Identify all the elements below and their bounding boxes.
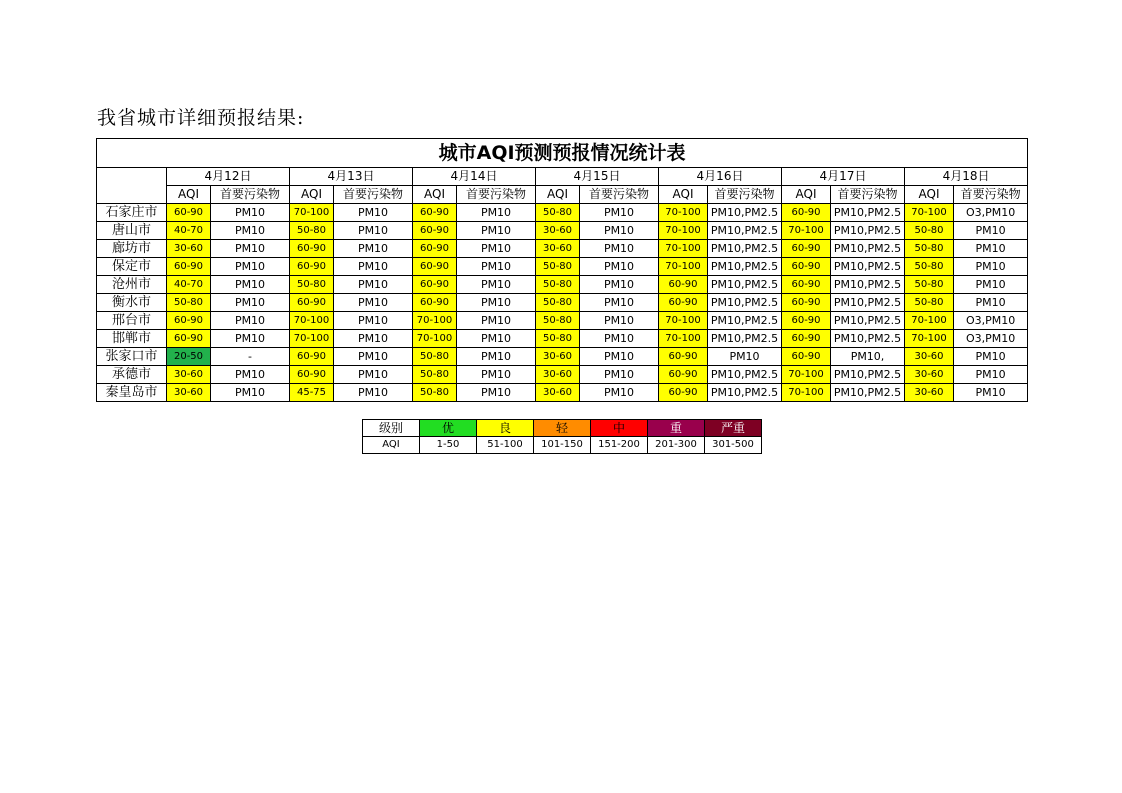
aqi-value: 70-100 <box>659 222 708 240</box>
city-name: 秦皇岛市 <box>97 384 167 402</box>
aqi-value: 50-80 <box>905 240 954 258</box>
primary-pollutant: PM10,PM2.5 <box>831 384 905 402</box>
aqi-value: 60-90 <box>659 348 708 366</box>
aqi-value: 50-80 <box>536 312 580 330</box>
aqi-value: 60-90 <box>290 240 334 258</box>
primary-pollutant: PM10 <box>334 366 413 384</box>
aqi-value: 70-100 <box>659 312 708 330</box>
primary-pollutant: PM10 <box>580 204 659 222</box>
primary-pollutant: PM10 <box>334 276 413 294</box>
primary-pollutant: PM10 <box>457 276 536 294</box>
table-row <box>97 384 1028 402</box>
primary-pollutant: PM10 <box>211 276 290 294</box>
date-header: 4月15日 <box>536 168 659 186</box>
aqi-column-header: AQI <box>413 186 457 204</box>
aqi-value: 50-80 <box>413 366 457 384</box>
primary-pollutant: PM10 <box>954 384 1028 402</box>
pollutant-column-header: 首要污染物 <box>831 186 905 204</box>
table-row <box>97 240 1028 258</box>
aqi-value: 50-80 <box>290 276 334 294</box>
aqi-value: 60-90 <box>290 348 334 366</box>
aqi-value: 70-100 <box>782 222 831 240</box>
primary-pollutant: PM10,PM2.5 <box>708 240 782 258</box>
aqi-value: 60-90 <box>290 294 334 312</box>
page-heading: 我省城市详细预报结果: <box>97 107 305 129</box>
city-name: 唐山市 <box>97 222 167 240</box>
legend-level-swatch: 优 <box>420 420 477 437</box>
aqi-value: 60-90 <box>659 384 708 402</box>
primary-pollutant: PM10 <box>457 348 536 366</box>
primary-pollutant: PM10 <box>580 240 659 258</box>
aqi-value: 70-100 <box>290 312 334 330</box>
aqi-value: 20-50 <box>167 348 211 366</box>
primary-pollutant: PM10 <box>457 294 536 312</box>
primary-pollutant: PM10 <box>457 240 536 258</box>
aqi-value: 60-90 <box>413 276 457 294</box>
aqi-value: 50-80 <box>905 222 954 240</box>
aqi-value: 70-100 <box>905 330 954 348</box>
primary-pollutant: PM10,PM2.5 <box>708 366 782 384</box>
pollutant-column-header: 首要污染物 <box>457 186 536 204</box>
city-name: 石家庄市 <box>97 204 167 222</box>
primary-pollutant: PM10 <box>954 294 1028 312</box>
corner-cell <box>97 168 167 204</box>
primary-pollutant: PM10 <box>211 366 290 384</box>
primary-pollutant: PM10 <box>334 222 413 240</box>
date-header: 4月12日 <box>167 168 290 186</box>
primary-pollutant: PM10 <box>334 204 413 222</box>
date-header: 4月14日 <box>413 168 536 186</box>
table-row <box>97 348 1028 366</box>
aqi-value: 70-100 <box>659 258 708 276</box>
aqi-column-header: AQI <box>536 186 580 204</box>
aqi-column-header: AQI <box>290 186 334 204</box>
primary-pollutant: PM10,PM2.5 <box>708 384 782 402</box>
aqi-value: 70-100 <box>905 312 954 330</box>
primary-pollutant: PM10 <box>211 294 290 312</box>
primary-pollutant: PM10 <box>457 384 536 402</box>
primary-pollutant: PM10,PM2.5 <box>831 258 905 276</box>
primary-pollutant: PM10 <box>457 222 536 240</box>
primary-pollutant: PM10 <box>580 276 659 294</box>
primary-pollutant: PM10 <box>457 366 536 384</box>
aqi-value: 60-90 <box>782 330 831 348</box>
aqi-value: 60-90 <box>659 276 708 294</box>
primary-pollutant: PM10 <box>580 348 659 366</box>
aqi-value: 70-100 <box>413 330 457 348</box>
aqi-value: 60-90 <box>782 240 831 258</box>
aqi-value: 30-60 <box>167 384 211 402</box>
city-name: 邢台市 <box>97 312 167 330</box>
aqi-forecast-table <box>96 138 1028 402</box>
primary-pollutant: PM10 <box>211 240 290 258</box>
aqi-value: 30-60 <box>536 240 580 258</box>
legend-aqi-range: 101-150 <box>534 437 591 454</box>
primary-pollutant: PM10 <box>211 222 290 240</box>
legend-aqi-range: 201-300 <box>648 437 705 454</box>
aqi-value: 60-90 <box>782 258 831 276</box>
primary-pollutant: PM10 <box>954 348 1028 366</box>
aqi-value: 60-90 <box>167 204 211 222</box>
primary-pollutant: PM10 <box>580 330 659 348</box>
primary-pollutant: PM10 <box>457 330 536 348</box>
date-header: 4月17日 <box>782 168 905 186</box>
primary-pollutant: PM10,PM2.5 <box>708 204 782 222</box>
aqi-value: 60-90 <box>413 294 457 312</box>
primary-pollutant: PM10 <box>211 384 290 402</box>
aqi-value: 30-60 <box>536 384 580 402</box>
primary-pollutant: PM10 <box>954 276 1028 294</box>
table-row <box>97 222 1028 240</box>
legend-level-swatch: 中 <box>591 420 648 437</box>
table-title: 城市AQI预测预报情况统计表 <box>97 139 1028 168</box>
primary-pollutant: PM10,PM2.5 <box>831 330 905 348</box>
aqi-value: 70-100 <box>290 330 334 348</box>
primary-pollutant: PM10,PM2.5 <box>831 276 905 294</box>
aqi-value: 30-60 <box>905 348 954 366</box>
aqi-value: 70-100 <box>782 366 831 384</box>
aqi-value: 70-100 <box>659 330 708 348</box>
aqi-column-header: AQI <box>905 186 954 204</box>
aqi-value: 50-80 <box>536 294 580 312</box>
primary-pollutant: PM10,PM2.5 <box>831 312 905 330</box>
primary-pollutant: PM10,PM2.5 <box>831 204 905 222</box>
primary-pollutant: PM10 <box>334 348 413 366</box>
primary-pollutant: PM10 <box>954 258 1028 276</box>
city-name: 廊坊市 <box>97 240 167 258</box>
table-row <box>97 330 1028 348</box>
primary-pollutant: PM10 <box>334 312 413 330</box>
primary-pollutant: PM10 <box>211 330 290 348</box>
primary-pollutant: PM10 <box>580 312 659 330</box>
aqi-value: 60-90 <box>782 204 831 222</box>
aqi-value: 70-100 <box>782 384 831 402</box>
primary-pollutant: O3,PM10 <box>954 330 1028 348</box>
aqi-value: 30-60 <box>905 384 954 402</box>
aqi-value: 60-90 <box>782 294 831 312</box>
aqi-value: 60-90 <box>413 240 457 258</box>
primary-pollutant: O3,PM10 <box>954 312 1028 330</box>
aqi-value: 30-60 <box>536 222 580 240</box>
aqi-value: 30-60 <box>536 366 580 384</box>
aqi-value: 60-90 <box>782 348 831 366</box>
aqi-value: 50-80 <box>536 204 580 222</box>
aqi-value: 40-70 <box>167 222 211 240</box>
date-header: 4月13日 <box>290 168 413 186</box>
city-name: 张家口市 <box>97 348 167 366</box>
primary-pollutant: PM10,PM2.5 <box>831 240 905 258</box>
primary-pollutant: PM10,PM2.5 <box>708 312 782 330</box>
aqi-value: 50-80 <box>290 222 334 240</box>
aqi-value: 50-80 <box>536 258 580 276</box>
legend-aqi-range: 301-500 <box>705 437 762 454</box>
primary-pollutant: PM10 <box>211 258 290 276</box>
aqi-value: 50-80 <box>905 258 954 276</box>
aqi-value: 60-90 <box>413 204 457 222</box>
legend-aqi-label: AQI <box>363 437 420 454</box>
date-header: 4月16日 <box>659 168 782 186</box>
primary-pollutant: PM10,PM2.5 <box>708 258 782 276</box>
aqi-value: 70-100 <box>659 204 708 222</box>
aqi-value: 50-80 <box>413 348 457 366</box>
table-row <box>97 276 1028 294</box>
city-name: 承德市 <box>97 366 167 384</box>
legend-level-swatch: 良 <box>477 420 534 437</box>
primary-pollutant: PM10 <box>334 240 413 258</box>
aqi-value: 30-60 <box>167 240 211 258</box>
legend-aqi-range: 51-100 <box>477 437 534 454</box>
pollutant-column-header: 首要污染物 <box>954 186 1028 204</box>
primary-pollutant: PM10 <box>954 222 1028 240</box>
legend-level-swatch: 轻 <box>534 420 591 437</box>
primary-pollutant: PM10 <box>954 240 1028 258</box>
city-name: 邯郸市 <box>97 330 167 348</box>
aqi-value: 70-100 <box>413 312 457 330</box>
table-row <box>97 258 1028 276</box>
primary-pollutant: PM10,PM2.5 <box>831 294 905 312</box>
primary-pollutant: PM10,PM2.5 <box>831 222 905 240</box>
legend-aqi-range: 1-50 <box>420 437 477 454</box>
date-header: 4月18日 <box>905 168 1028 186</box>
primary-pollutant: PM10 <box>708 348 782 366</box>
aqi-value: 60-90 <box>782 276 831 294</box>
aqi-level-legend <box>362 419 762 454</box>
primary-pollutant: PM10 <box>334 384 413 402</box>
primary-pollutant: PM10 <box>211 312 290 330</box>
legend-level-swatch: 重 <box>648 420 705 437</box>
city-name: 保定市 <box>97 258 167 276</box>
primary-pollutant: PM10 <box>580 366 659 384</box>
aqi-value: 60-90 <box>782 312 831 330</box>
primary-pollutant: PM10,PM2.5 <box>708 294 782 312</box>
primary-pollutant: PM10 <box>334 294 413 312</box>
city-name: 沧州市 <box>97 276 167 294</box>
primary-pollutant: PM10 <box>580 294 659 312</box>
table-row <box>97 294 1028 312</box>
legend-level-swatch: 严重 <box>705 420 762 437</box>
primary-pollutant: - <box>211 348 290 366</box>
aqi-value: 60-90 <box>413 222 457 240</box>
primary-pollutant: PM10 <box>457 312 536 330</box>
aqi-value: 60-90 <box>659 366 708 384</box>
aqi-value: 70-100 <box>659 240 708 258</box>
aqi-value: 60-90 <box>167 330 211 348</box>
aqi-value: 30-60 <box>536 348 580 366</box>
aqi-value: 70-100 <box>290 204 334 222</box>
aqi-value: 30-60 <box>167 366 211 384</box>
legend-aqi-range: 151-200 <box>591 437 648 454</box>
primary-pollutant: PM10,PM2.5 <box>708 276 782 294</box>
pollutant-column-header: 首要污染物 <box>580 186 659 204</box>
pollutant-column-header: 首要污染物 <box>334 186 413 204</box>
aqi-value: 60-90 <box>167 258 211 276</box>
aqi-value: 45-75 <box>290 384 334 402</box>
aqi-value: 30-60 <box>905 366 954 384</box>
primary-pollutant: PM10,PM2.5 <box>708 330 782 348</box>
table-row <box>97 204 1028 222</box>
aqi-value: 60-90 <box>413 258 457 276</box>
aqi-value: 50-80 <box>413 384 457 402</box>
aqi-value: 60-90 <box>290 258 334 276</box>
primary-pollutant: PM10 <box>580 222 659 240</box>
primary-pollutant: PM10 <box>954 366 1028 384</box>
aqi-value: 40-70 <box>167 276 211 294</box>
aqi-value: 70-100 <box>905 204 954 222</box>
primary-pollutant: PM10 <box>580 258 659 276</box>
table-row <box>97 366 1028 384</box>
primary-pollutant: PM10 <box>334 258 413 276</box>
primary-pollutant: PM10 <box>457 204 536 222</box>
aqi-value: 60-90 <box>167 312 211 330</box>
primary-pollutant: PM10 <box>457 258 536 276</box>
aqi-value: 50-80 <box>905 294 954 312</box>
primary-pollutant: PM10 <box>211 204 290 222</box>
aqi-value: 60-90 <box>659 294 708 312</box>
primary-pollutant: PM10 <box>334 330 413 348</box>
table-row <box>97 312 1028 330</box>
pollutant-column-header: 首要污染物 <box>211 186 290 204</box>
pollutant-column-header: 首要污染物 <box>708 186 782 204</box>
primary-pollutant: PM10, <box>831 348 905 366</box>
city-name: 衡水市 <box>97 294 167 312</box>
aqi-value: 60-90 <box>290 366 334 384</box>
primary-pollutant: O3,PM10 <box>954 204 1028 222</box>
primary-pollutant: PM10 <box>580 384 659 402</box>
primary-pollutant: PM10,PM2.5 <box>831 366 905 384</box>
aqi-value: 50-80 <box>536 276 580 294</box>
primary-pollutant: PM10,PM2.5 <box>708 222 782 240</box>
aqi-column-header: AQI <box>167 186 211 204</box>
legend-level-label: 级别 <box>363 420 420 437</box>
aqi-value: 50-80 <box>167 294 211 312</box>
aqi-value: 50-80 <box>905 276 954 294</box>
aqi-column-header: AQI <box>659 186 708 204</box>
aqi-value: 50-80 <box>536 330 580 348</box>
aqi-column-header: AQI <box>782 186 831 204</box>
